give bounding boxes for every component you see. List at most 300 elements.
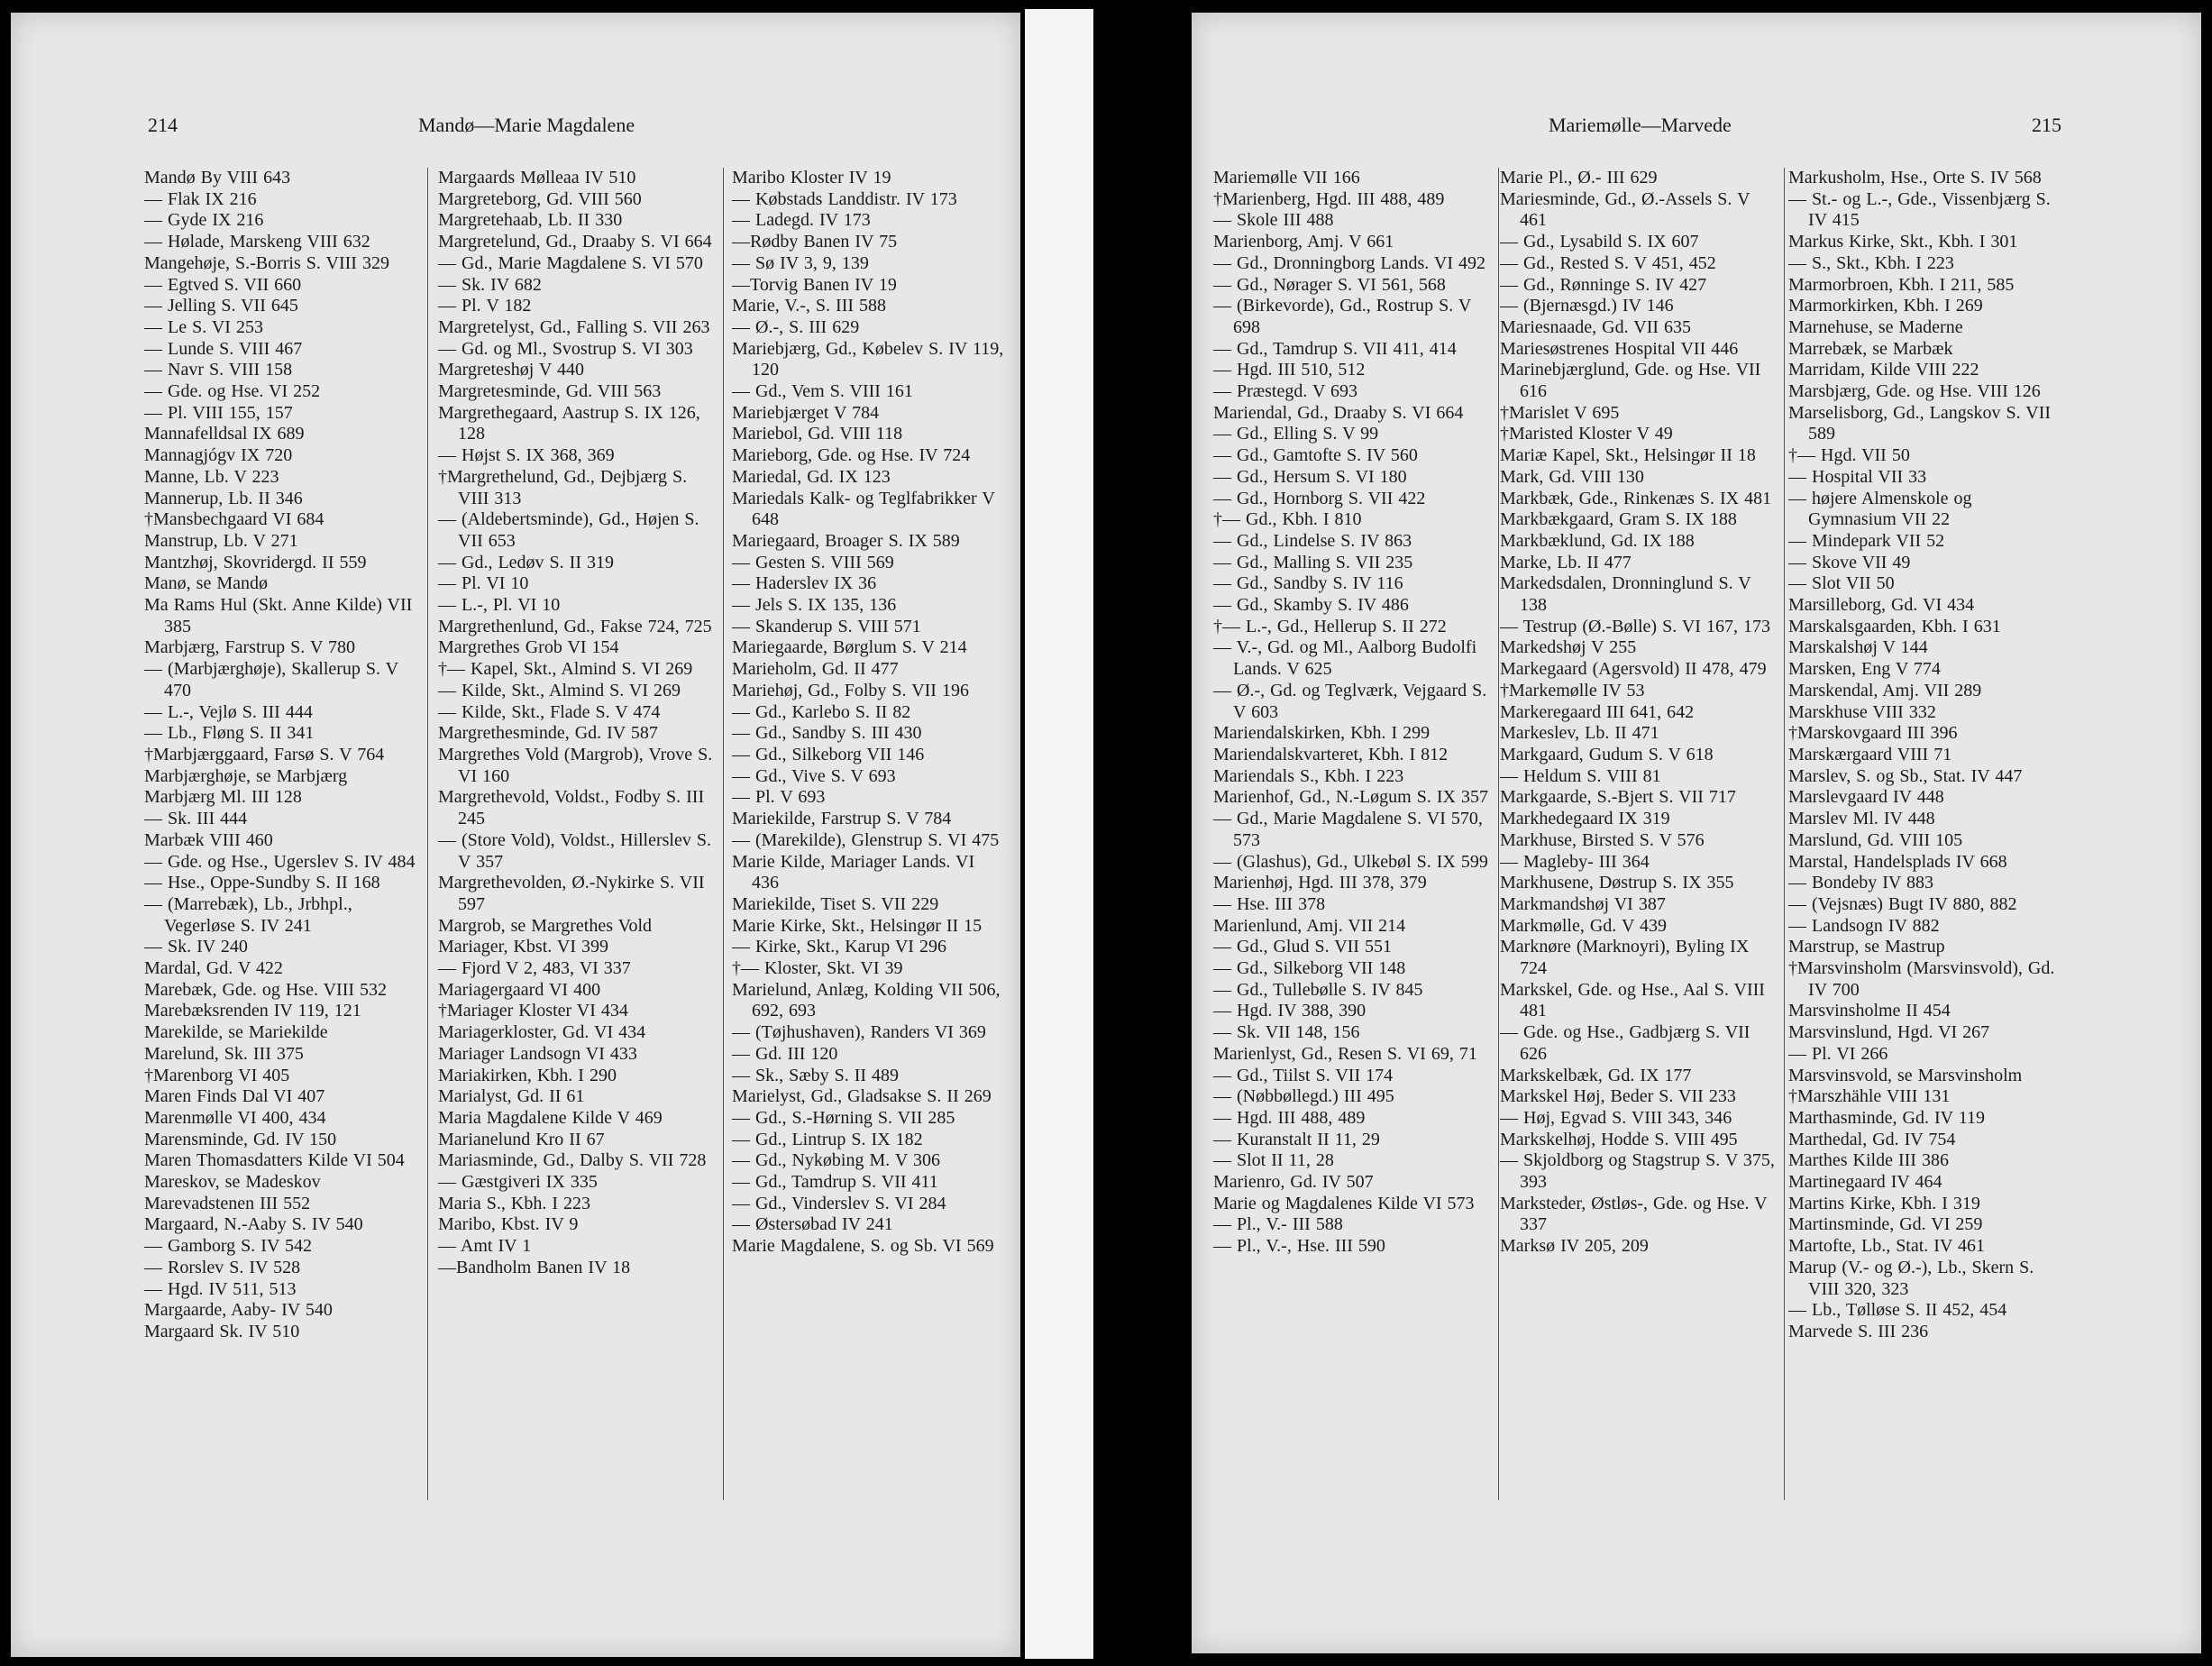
- index-entry: — Gd., Lintrup S. IX 182: [732, 1129, 923, 1149]
- index-entry: — Gde. og Hse., Ugerslev S. IV 484: [144, 851, 416, 872]
- index-entry: Mariagerkloster, Gd. VI 434: [438, 1022, 646, 1043]
- index-entry: Marebæksrenden IV 119, 121: [144, 1001, 361, 1021]
- index-column: [438, 168, 713, 1279]
- index-entry: — Sk. VII 148, 156: [1213, 1022, 1360, 1043]
- index-entry: Marvede S. III 236: [1788, 1321, 1929, 1341]
- index-entry: Mannafelldsal IX 689: [144, 424, 305, 444]
- index-entry: — (Birkevorde), Gd., Rostrup S. V 698: [1213, 296, 1471, 337]
- index-entry: †Marenborg VI 405: [144, 1065, 290, 1085]
- index-entry: — Hølade, Marskeng VIII 632: [144, 232, 370, 252]
- index-entry: Mariedal, Gd. IX 123: [732, 466, 891, 487]
- index-entry: — højere Almenskole og Gymnasium VII 22: [1788, 488, 1972, 530]
- index-entry: — Haderslev IX 36: [732, 573, 877, 594]
- index-entry: — Kirke, Skt., Karup VI 296: [732, 937, 946, 957]
- index-entry: Mariendalskvarteret, Kbh. I 812: [1213, 744, 1449, 764]
- index-entry: †— L.-, Gd., Hellerup S. II 272: [1213, 616, 1447, 636]
- index-entry: — Gd., Skamby S. IV 486: [1213, 595, 1409, 616]
- index-entry: Marensminde, Gd. IV 150: [144, 1129, 337, 1149]
- index-entry: Marenmølle VI 400, 434: [144, 1107, 326, 1128]
- index-entry: Manne, Lb. V 223: [144, 466, 279, 487]
- index-entry: Marie Kilde, Mariager Lands. VI 436: [732, 851, 975, 893]
- index-entry: — Navr S. VIII 158: [144, 360, 293, 380]
- index-entry: — Slot VII 50: [1788, 573, 1895, 594]
- index-entry: Mannerup, Lb. II 346: [144, 488, 303, 508]
- index-entry: Mariekilde, Farstrup S. V 784: [732, 809, 952, 829]
- index-entry: Marialyst, Gd. II 61: [438, 1086, 585, 1107]
- index-entry: — (Marekilde), Glenstrup S. VI 475: [732, 829, 1000, 850]
- index-entry: —Bandholm Banen IV 18: [438, 1257, 631, 1277]
- index-entry: — Amt IV 1: [438, 1236, 532, 1257]
- index-entry: — Rorslev S. IV 528: [144, 1257, 301, 1277]
- index-entry: Marksø IV 205, 209: [1500, 1236, 1649, 1257]
- index-entry: Marslev Ml. IV 448: [1788, 809, 1935, 829]
- index-entry: Martofte, Lb., Stat. IV 461: [1788, 1236, 1986, 1257]
- index-entry: Marknøre (Marknoyri), Byling IX 724: [1500, 937, 1750, 979]
- index-entry: Mariendals S., Kbh. I 223: [1213, 765, 1404, 786]
- index-entry: — Mindepark VII 52: [1788, 530, 1945, 551]
- index-entry: — L.-, Pl. VI 10: [438, 595, 561, 616]
- index-entry: Mariebjærget V 784: [732, 402, 880, 423]
- index-entry: — (Marbjærghøje), Skallerup S. V 470: [144, 659, 398, 700]
- column-rule: [723, 168, 724, 1500]
- index-entry: — Sk., Sæby S. II 489: [732, 1065, 900, 1085]
- index-entry: — Højst S. IX 368, 369: [438, 445, 615, 466]
- index-entry: Marie Magdalene, S. og Sb. VI 569: [732, 1236, 994, 1257]
- index-entry: — Gd., Karlebo S. II 82: [732, 701, 911, 722]
- index-entry: — Fjord V 2, 483, VI 337: [438, 958, 631, 979]
- left-page: [11, 13, 1020, 1657]
- column-rule: [427, 168, 428, 1500]
- index-entry: — Gd., Glud S. VII 551: [1213, 937, 1392, 957]
- index-entry: Marielund, Anlæg, Kolding VII 506, 692, 693: [732, 979, 1001, 1021]
- index-entry: Markeslev, Lb. II 471: [1500, 723, 1659, 744]
- index-entry: — Pl., V.- III 588: [1213, 1214, 1343, 1235]
- index-entry: — Pl., V.-, Hse. III 590: [1213, 1236, 1385, 1257]
- book-gutter: [1025, 9, 1093, 1659]
- index-entry: Marslev, S. og Sb., Stat. IV 447: [1788, 765, 2023, 786]
- index-entry: Markskel, Gde. og Hse., Aal S. VIII 481: [1500, 979, 1765, 1021]
- index-entry: — Hse. III 378: [1213, 893, 1326, 914]
- index-entry: — (Vejsnæs) Bugt IV 880, 882: [1788, 893, 2017, 914]
- index-entry: — Gd., Lysabild S. IX 607: [1500, 232, 1699, 252]
- index-entry: — Gd., S.-Hørning S. VII 285: [732, 1107, 955, 1128]
- index-entry: Mariesnaade, Gd. VII 635: [1500, 316, 1692, 337]
- index-entry: — Gd., Malling S. VII 235: [1213, 552, 1413, 572]
- index-entry: Marbjærg, Farstrup S. V 780: [144, 637, 356, 658]
- index-entry: Marstrup, se Mastrup: [1788, 937, 1945, 957]
- index-entry: Margrethegaard, Aastrup S. IX 126, 128: [438, 402, 700, 444]
- index-entry: Marienhof, Gd., N.-Løgum S. IX 357: [1213, 787, 1488, 808]
- index-entry: — Sk. IV 682: [438, 274, 542, 295]
- index-entry: Marslevgaard IV 448: [1788, 787, 1944, 808]
- index-entry: †Mansbechgaard VI 684: [144, 509, 324, 530]
- index-entry: — Lunde S. VIII 467: [144, 338, 303, 359]
- index-entry: †Marislet V 695: [1500, 402, 1620, 423]
- index-entry: — Kilde, Skt., Almind S. VI 269: [438, 680, 681, 700]
- index-entry: Markmølle, Gd. V 439: [1500, 915, 1668, 936]
- index-entry: — Jelling S. VII 645: [144, 296, 298, 316]
- index-entry: — Hospital VII 33: [1788, 466, 1927, 487]
- index-entry: Mariehøj, Gd., Folby S. VII 196: [732, 680, 969, 700]
- index-entry: — Egtved S. VII 660: [144, 274, 302, 295]
- index-entry: Mandø By VIII 643: [144, 168, 291, 188]
- index-entry: — Flak IX 216: [144, 188, 257, 209]
- index-entry: Marsbjærg, Gde. og Hse. VIII 126: [1788, 381, 2041, 402]
- index-entry: Markgaard, Gudum S. V 618: [1500, 744, 1714, 764]
- index-entry: Marskendal, Amj. VII 289: [1788, 680, 1982, 700]
- index-entry: — Slot II 11, 28: [1213, 1150, 1334, 1171]
- index-column: [1213, 168, 1488, 1258]
- index-entry: Mariakirken, Kbh. I 290: [438, 1065, 617, 1085]
- index-entry: Maria S., Kbh. I 223: [438, 1193, 590, 1213]
- index-entry: †Marszhähle VIII 131: [1788, 1086, 1951, 1107]
- index-entry: Markhusene, Døstrup S. IX 355: [1500, 873, 1734, 893]
- index-entry: — Testrup (Ø.-Bølle) S. VI 167, 173: [1500, 616, 1770, 636]
- index-entry: — Gd., Tamdrup S. VII 411: [732, 1172, 938, 1193]
- index-entry: — Ladegd. IV 173: [732, 210, 871, 231]
- index-entry: Marsvinsholme II 454: [1788, 1001, 1951, 1021]
- index-entry: — Sk. III 444: [144, 809, 248, 829]
- index-entry: Markegaard (Agersvold) II 478, 479: [1500, 659, 1767, 680]
- index-entry: Margrethes Grob VI 154: [438, 637, 619, 658]
- index-entry: — Le S. VI 253: [144, 316, 263, 337]
- index-entry: †Marienberg, Hgd. III 488, 489: [1213, 188, 1445, 209]
- index-entry: Mariedals Kalk- og Teglfabrikker V 648: [732, 488, 995, 530]
- index-entry: — Gd., Marie Magdalene S. VI 570, 573: [1213, 809, 1483, 850]
- index-entry: Marinebjærglund, Gde. og Hse. VII 616: [1500, 360, 1761, 402]
- running-head: Mariemølle—Marvede: [1549, 114, 1732, 136]
- index-entry: Markgaarde, S.-Bjert S. VII 717: [1500, 787, 1736, 808]
- index-entry: — Gd., Marie Magdalene S. VI 570: [438, 252, 703, 273]
- index-entry: Marnehuse, se Maderne: [1788, 316, 1963, 337]
- index-entry: Margretelund, Gd., Draaby S. VI 664: [438, 232, 712, 252]
- index-entry: Marsilleborg, Gd. VI 434: [1788, 595, 1975, 616]
- index-entry: — (Glashus), Gd., Ulkebøl S. IX 599: [1213, 851, 1488, 872]
- index-entry: Mantzhøj, Skovridergd. II 559: [144, 552, 367, 572]
- index-entry: Marieborg, Gde. og Hse. IV 724: [732, 445, 971, 466]
- index-entry: Mariemølle VII 166: [1213, 168, 1360, 188]
- index-entry: Markbæk, Gde., Rinkenæs S. IX 481: [1500, 488, 1772, 508]
- index-entry: — Magleby- III 364: [1500, 851, 1650, 872]
- index-entry: Marrebæk, se Marbæk: [1788, 338, 1953, 359]
- index-entry: Markmandshøj VI 387: [1500, 893, 1666, 914]
- index-entry: — Gesten S. VIII 569: [732, 552, 894, 572]
- index-entry: Marskalsgaarden, Kbh. I 631: [1788, 616, 2001, 636]
- index-entry: — Gd., Vem S. VIII 161: [732, 381, 913, 402]
- index-entry: — Skole III 488: [1213, 210, 1334, 231]
- index-entry: — St.- og L.-, Gde., Vissenbjærg S. IV 415: [1788, 188, 2051, 231]
- index-entry: — (Marrebæk), Lb., Jrbhpl., Vegerløse S. IV 241: [144, 893, 352, 936]
- index-entry: — Pl. VIII 155, 157: [144, 402, 293, 423]
- index-entry: Marup (V.- og Ø.-), Lb., Skern S. VIII 320, 323: [1788, 1257, 2034, 1299]
- index-entry: — Gd., Elling S. V 99: [1213, 424, 1379, 444]
- index-column: [1788, 168, 2063, 1343]
- index-entry: Margrethesminde, Gd. IV 587: [438, 723, 658, 744]
- index-entry: †Marbjærggaard, Farsø S. V 764: [144, 744, 385, 764]
- index-entry: — Gd., Nykøbing M. V 306: [732, 1150, 940, 1171]
- index-entry: Mariebol, Gd. VIII 118: [732, 424, 903, 444]
- index-entry: — Gd., Ledøv S. II 319: [438, 552, 614, 572]
- index-entry: Mariebjærg, Gd., Købelev S. IV 119, 120: [732, 338, 1004, 380]
- index-entry: — Gamborg S. IV 542: [144, 1236, 313, 1257]
- index-column: [1500, 168, 1775, 1258]
- index-entry: — Bondeby IV 883: [1788, 873, 1933, 893]
- index-entry: Marselisborg, Gd., Langskov S. VII 589: [1788, 402, 2052, 444]
- index-entry: Marstal, Handelsplads IV 668: [1788, 851, 2007, 872]
- index-entry: — Lb., Tølløse S. II 452, 454: [1788, 1300, 2007, 1321]
- index-entry: — Gde. og Hse., Gadbjærg S. VII 626: [1500, 1022, 1750, 1064]
- page-number: 214: [148, 114, 178, 136]
- index-entry: — Skjoldborg og Stagstrup S. V 375, 393: [1500, 1150, 1775, 1193]
- index-entry: Mariesøstrenes Hospital VII 446: [1500, 338, 1739, 359]
- index-entry: Marienro, Gd. IV 507: [1213, 1172, 1374, 1193]
- index-entry: — Gd., Rønninge S. IV 427: [1500, 274, 1707, 295]
- index-entry: — Hgd. IV 511, 513: [144, 1278, 297, 1299]
- index-entry: Marie, V.-, S. III 588: [732, 296, 887, 316]
- index-entry: — Østersøbad IV 241: [732, 1214, 893, 1235]
- index-entry: Mariendal, Gd., Draaby S. VI 664: [1213, 402, 1464, 423]
- index-entry: — Gd., Nørager S. VI 561, 568: [1213, 274, 1446, 295]
- index-entry: Marienlyst, Gd., Resen S. VI 69, 71: [1213, 1043, 1477, 1064]
- index-entry: — Landsogn IV 882: [1788, 915, 1940, 936]
- index-entry: — Gd., Tiilst S. VII 174: [1213, 1065, 1394, 1085]
- index-entry: Maribo, Kbst. IV 9: [438, 1214, 579, 1235]
- index-entry: — Hse., Oppe-Sundby S. II 168: [144, 873, 380, 893]
- index-entry: — Lb., Fløng S. II 341: [144, 723, 315, 744]
- index-entry: Markbækgaard, Gram S. IX 188: [1500, 509, 1737, 530]
- index-entry: — Præstegd. V 693: [1213, 381, 1358, 402]
- index-entry: — (Aldebertsminde), Gd., Højen S. VII 653: [438, 509, 699, 551]
- index-entry: —Torvig Banen IV 19: [732, 274, 897, 295]
- index-entry: — Gyde IX 216: [144, 210, 264, 231]
- index-entry: — Gd., Silkeborg VII 146: [732, 744, 925, 764]
- index-entry: Maria Magdalene Kilde V 469: [438, 1107, 663, 1128]
- index-entry: †— Gd., Kbh. I 810: [1213, 509, 1362, 530]
- index-entry: — Gd., Sandby S. III 430: [732, 723, 922, 744]
- index-entry: Mariager Landsogn VI 433: [438, 1043, 637, 1064]
- index-entry: Markhuse, Birsted S. V 576: [1500, 829, 1705, 850]
- index-entry: — Pl. VI 10: [438, 573, 529, 594]
- index-entry: Mardal, Gd. V 422: [144, 958, 283, 979]
- index-entry: Marie Kirke, Skt., Helsingør II 15: [732, 915, 983, 936]
- index-entry: Mangehøje, S.-Borris S. VIII 329: [144, 252, 389, 273]
- index-entry: Mariendalskirken, Kbh. I 299: [1213, 723, 1430, 744]
- index-entry: — Gd., Gamtofte S. IV 560: [1213, 445, 1418, 466]
- index-entry: Marebæk, Gde. og Hse. VIII 532: [144, 979, 388, 1000]
- index-entry: Margrob, se Margrethes Vold: [438, 915, 653, 936]
- index-entry: — Hgd. III 510, 512: [1213, 360, 1366, 380]
- index-entry: — Gd., Rested S. V 451, 452: [1500, 252, 1716, 273]
- index-entry: — Ø.-, S. III 629: [732, 316, 860, 337]
- index-entry: Markskelhøj, Hodde S. VIII 495: [1500, 1129, 1738, 1149]
- index-entry: Margretelyst, Gd., Falling S. VII 263: [438, 316, 710, 337]
- index-entry: — (Tøjhushaven), Randers VI 369: [732, 1022, 986, 1043]
- index-entry: †Marskovgaard III 396: [1788, 723, 1958, 744]
- index-entry: Margrethenlund, Gd., Fakse 724, 725: [438, 616, 712, 636]
- index-entry: — Hgd. III 488, 489: [1213, 1107, 1366, 1128]
- index-entry: — Skanderup S. VIII 571: [732, 616, 921, 636]
- index-entry: Maren Thomasdatters Kilde VI 504: [144, 1150, 405, 1171]
- index-entry: — (Bjernæsgd.) IV 146: [1500, 296, 1674, 316]
- index-entry: — Gd., Hornborg S. VII 422: [1213, 488, 1426, 508]
- index-entry: — Gd., Sandby S. IV 116: [1213, 573, 1403, 594]
- index-entry: — Gd. III 120: [732, 1043, 838, 1064]
- index-entry: — (Store Vold), Voldst., Hillerslev S. V 357: [438, 829, 711, 872]
- index-entry: Markskel Høj, Beder S. VII 233: [1500, 1086, 1736, 1107]
- index-entry: Mariæ Kapel, Skt., Helsingør II 18: [1500, 445, 1756, 466]
- index-entry: Mariager, Kbst. VI 399: [438, 937, 609, 957]
- index-entry: Mariekilde, Tiset S. VII 229: [732, 893, 939, 914]
- index-entry: Martins Kirke, Kbh. I 319: [1788, 1193, 1980, 1213]
- index-entry: Martinsminde, Gd. VI 259: [1788, 1214, 1983, 1235]
- index-entry: Markus Kirke, Skt., Kbh. I 301: [1788, 232, 2018, 252]
- index-entry: — Gd., Dronningborg Lands. VI 492: [1213, 252, 1486, 273]
- index-entry: †Margrethelund, Gd., Dejbjærg S. VIII 313: [438, 466, 688, 508]
- index-entry: — Pl. V 182: [438, 296, 532, 316]
- index-entry: — L.-, Vejlø S. III 444: [144, 701, 313, 722]
- index-entry: Margrethevold, Voldst., Fodby S. III 245: [438, 787, 705, 829]
- index-entry: Margretesminde, Gd. VIII 563: [438, 381, 662, 402]
- index-entry: Markeregaard III 641, 642: [1500, 701, 1695, 722]
- index-entry: — V.-, Gd. og Ml., Aalborg Budolfi Lands. V 625: [1213, 637, 1477, 680]
- index-entry: Marskhuse VIII 332: [1788, 701, 1936, 722]
- index-entry: Marthes Kilde III 386: [1788, 1150, 1949, 1171]
- index-entry: †— Kapel, Skt., Almind S. VI 269: [438, 659, 693, 680]
- index-entry: Mark, Gd. VIII 130: [1500, 466, 1644, 487]
- index-entry: Margaard Sk. IV 510: [144, 1321, 300, 1341]
- index-entry: — Sø IV 3, 9, 139: [732, 252, 869, 273]
- index-entry: Marsken, Eng V 774: [1788, 659, 1941, 680]
- index-entry: Marieholm, Gd. II 477: [732, 659, 899, 680]
- index-entry: Marslund, Gd. VIII 105: [1788, 829, 1963, 850]
- index-entry: — Gd., Lindelse S. IV 863: [1213, 530, 1412, 551]
- index-entry: — S., Skt., Kbh. I 223: [1788, 252, 1954, 273]
- index-entry: — Gd., Tullebølle S. IV 845: [1213, 979, 1423, 1000]
- index-entry: Ma Rams Hul (Skt. Anne Kilde) VII 385: [144, 595, 413, 636]
- index-entry: — Gd., Hersum S. VI 180: [1213, 466, 1407, 487]
- index-entry: — Høj, Egvad S. VIII 343, 346: [1500, 1107, 1732, 1128]
- index-entry: — Købstads Landdistr. IV 173: [732, 188, 957, 209]
- index-entry: Markbæklund, Gd. IX 188: [1500, 530, 1695, 551]
- index-entry: Mariagergaard VI 400: [438, 979, 601, 1000]
- index-entry: Margreteshøj V 440: [438, 360, 584, 380]
- column-rule: [1498, 168, 1499, 1500]
- index-entry: Margreteborg, Gd. VIII 560: [438, 188, 642, 209]
- index-entry: Marie og Magdalenes Kilde VI 573: [1213, 1193, 1475, 1213]
- index-entry: Marmorkirken, Kbh. I 269: [1788, 296, 1983, 316]
- index-entry: Markedsdalen, Dronninglund S. V 138: [1500, 573, 1751, 616]
- index-entry: †Markemølle IV 53: [1500, 680, 1645, 700]
- index-entry: — Kilde, Skt., Flade S. V 474: [438, 701, 661, 722]
- index-entry: Marelund, Sk. III 375: [144, 1043, 304, 1064]
- index-entry: — Sk. IV 240: [144, 937, 248, 957]
- index-entry: — Gd., Vive S. V 693: [732, 765, 896, 786]
- page-number: 215: [2032, 114, 2061, 136]
- index-entry: Marbjærghøje, se Marbjærg: [144, 765, 348, 786]
- right-page: [1192, 13, 2201, 1653]
- index-entry: Marridam, Kilde VIII 222: [1788, 360, 1979, 380]
- index-entry: Mariegaarde, Børglum S. V 214: [732, 637, 967, 658]
- index-entry: †Maristed Kloster V 49: [1500, 424, 1673, 444]
- index-entry: Marsvinslund, Hgd. VI 267: [1788, 1022, 1990, 1043]
- index-entry: †Mariager Kloster VI 434: [438, 1001, 628, 1021]
- index-entry: Maribo Kloster IV 19: [732, 168, 891, 188]
- index-entry: †Marsvinsholm (Marsvinsvold), Gd. IV 700: [1788, 958, 2055, 1000]
- index-entry: — Gd., Vinderslev S. VI 284: [732, 1193, 946, 1213]
- index-entry: — Gd., Tamdrup S. VII 411, 414: [1213, 338, 1457, 359]
- index-entry: Manø, se Mandø: [144, 573, 268, 594]
- index-entry: Markedshøj V 255: [1500, 637, 1637, 658]
- index-entry: — Heldum S. VIII 81: [1500, 765, 1661, 786]
- index-entry: †— Hgd. VII 50: [1788, 445, 1910, 466]
- index-entry: Marielyst, Gd., Gladsakse S. II 269: [732, 1086, 992, 1107]
- index-entry: Margrethes Vold (Margrob), Vrove S. VI 160: [438, 744, 713, 786]
- running-head: Mandø—Marie Magdalene: [418, 114, 635, 136]
- index-entry: — Pl. V 693: [732, 787, 826, 808]
- index-entry: Marsvinsvold, se Marsvinsholm: [1788, 1065, 2023, 1085]
- index-entry: Marke, Lb. II 477: [1500, 552, 1632, 572]
- index-entry: Margaard, N.-Aaby S. IV 540: [144, 1214, 363, 1235]
- index-entry: Marienborg, Amj. V 661: [1213, 232, 1394, 252]
- index-entry: Margaards Mølleaa IV 510: [438, 168, 636, 188]
- index-entry: — Kuranstalt II 11, 29: [1213, 1129, 1380, 1149]
- index-entry: Marienlund, Amj. VII 214: [1213, 915, 1406, 936]
- index-entry: — Hgd. IV 388, 390: [1213, 1001, 1367, 1021]
- index-entry: Mariesminde, Gd., Ø.-Assels S. V 461: [1500, 188, 1750, 231]
- index-entry: Mareskov, se Madeskov: [144, 1172, 321, 1193]
- index-entry: Marianelund Kro II 67: [438, 1129, 605, 1149]
- index-entry: Markusholm, Hse., Orte S. IV 568: [1788, 168, 2042, 188]
- index-entry: Marskærgaard VIII 71: [1788, 744, 1952, 764]
- index-entry: — Ø.-, Gd. og Teglværk, Vejgaard S. V 603: [1213, 680, 1487, 722]
- index-entry: Margretehaab, Lb. II 330: [438, 210, 623, 231]
- index-entry: Martinegaard IV 464: [1788, 1172, 1942, 1193]
- index-entry: — Skove VII 49: [1788, 552, 1911, 572]
- index-entry: Margaarde, Aaby- IV 540: [144, 1300, 333, 1321]
- index-entry: — Jels S. IX 135, 136: [732, 595, 897, 616]
- index-entry: Marbæk VIII 460: [144, 829, 273, 850]
- index-entry: — Gd. og Ml., Svostrup S. VI 303: [438, 338, 693, 359]
- index-entry: Markhedegaard IX 319: [1500, 809, 1670, 829]
- index-entry: Manstrup, Lb. V 271: [144, 530, 298, 551]
- index-entry: Marevadstenen III 552: [144, 1193, 311, 1213]
- index-entry: Marthasminde, Gd. IV 119: [1788, 1107, 1985, 1128]
- index-entry: Marienhøj, Hgd. III 378, 379: [1213, 873, 1427, 893]
- index-entry: Marskalshøj V 144: [1788, 637, 1928, 658]
- index-entry: — Gæstgiveri IX 335: [438, 1172, 598, 1193]
- index-entry: Marie Pl., Ø.- III 629: [1500, 168, 1658, 188]
- index-entry: Mariasminde, Gd., Dalby S. VII 728: [438, 1150, 707, 1171]
- index-entry: Marekilde, se Mariekilde: [144, 1022, 328, 1043]
- index-column: [732, 168, 1007, 1258]
- index-entry: †— Kloster, Skt. VI 39: [732, 958, 903, 979]
- index-entry: — (Nøbbøllegd.) III 495: [1213, 1086, 1394, 1107]
- index-entry: —Rødby Banen IV 75: [732, 232, 898, 252]
- index-entry: Mariegaard, Broager S. IX 589: [732, 530, 960, 551]
- index-entry: — Gd., Silkeborg VII 148: [1213, 958, 1406, 979]
- index-entry: Marksteder, Østløs-, Gde. og Hse. V 337: [1500, 1193, 1768, 1235]
- index-entry: — Pl. VI 266: [1788, 1043, 1888, 1064]
- index-entry: Marbjærg Ml. III 128: [144, 787, 302, 808]
- index-entry: Maren Finds Dal VI 407: [144, 1086, 325, 1107]
- index-column: [144, 168, 419, 1343]
- index-entry: Marmorbroen, Kbh. I 211, 585: [1788, 274, 2015, 295]
- index-entry: Mannagjógv IX 720: [144, 445, 293, 466]
- index-entry: Marthedal, Gd. IV 754: [1788, 1129, 1956, 1149]
- index-entry: Margrethevolden, Ø.-Nykirke S. VII 597: [438, 873, 705, 914]
- index-entry: — Gde. og Hse. VI 252: [144, 381, 321, 402]
- column-rule: [1784, 168, 1785, 1500]
